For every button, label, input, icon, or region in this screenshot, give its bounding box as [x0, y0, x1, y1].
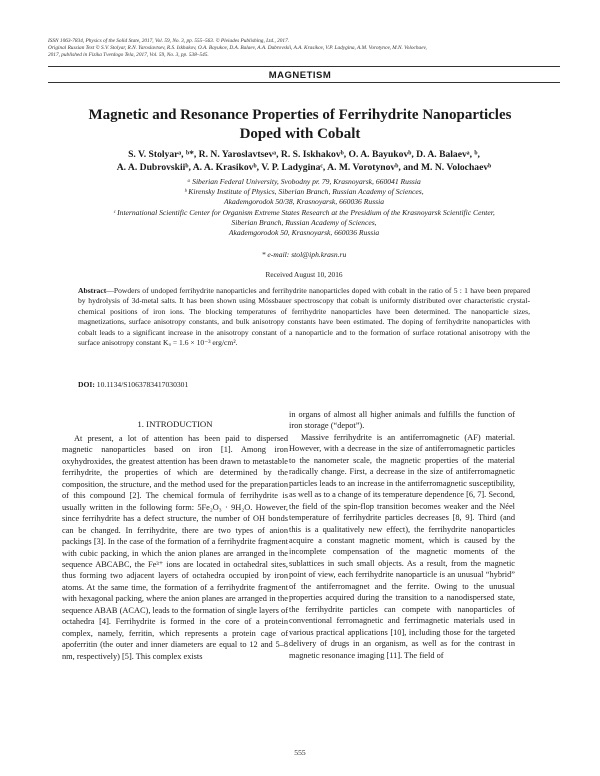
- doi-label: DOI:: [78, 380, 95, 389]
- author-line-1: S. V. Stolyarᵃ, ᵇ*, R. N. Yaroslavtsevᵃ, R. S. Iskhakovᵇ, O. A. Bayukovᵇ, D. A. Balaevᵃ, ᵇ,: [128, 149, 480, 160]
- paper-title-line-1: Magnetic and Resonance Properties of Ferrihydrite Nanoparticles: [88, 107, 512, 123]
- intro-paragraph-2: Massive ferrihydrite is an antiferromagnetic (AF) material. However, with a decrease in the size of antiferromagnetic particles to the nanometer scale, the magnetic properties of the material radically change. First, a decrease in the size of antiferromagnetic particles leads to an increase in the antiferromagnetic susceptibility, as well as to a change of its temperature dependence [6, 7]. Second, the field of the spin-flop transition becomes weaker and the Néel temperature of ferrihydrite particles decreases [8, 9]. Third (and this is a qualitatively new effect), the ferrihydrite nanoparticles acquire a constant magnetic moment, which is caused by the incomplete compensation of the magnetic moments of the sublattices in such small objects. As a result, from the magnetic point of view, each ferrihydrite nanoparticle is an unusual “hybrid” of the antiferromagnet and the ferrite. Owing to the unusual properties acquired during the transition to a nanodispersed state, the ferrihydrite particles can compete with nanoparticles of conventional ferromagnetic and ferrimagnetic materials used in various practical applications [10], including those for the targeted delivery of drugs in an organism, as well as for the contrast in magnetic resonance imaging [11]. The field of: [289, 432, 515, 660]
- section-label: MAGNETISM: [268, 70, 332, 81]
- journal-header-line-1: ISSN 1063-7834, Physics of the Solid State, 2017, Vol. 59, No. 3, pp. 555–563. © Pleiades Publishing, Ltd., 2017.: [48, 38, 290, 44]
- affiliation-c-line-2: Siberian Branch, Russian Academy of Sciences,: [231, 218, 377, 227]
- author-list: [48, 148, 560, 174]
- author-line-2: A. A. Dubrovskiiᵇ, A. A. Krasikovᵇ, V. P. Ladyginaᶜ, A. M. Vorotynovᵇ, and M. N. Volochaevᵇ: [116, 162, 492, 173]
- journal-header-line-3: 2017, published in Fizika Tverdogo Tela, 2017, Vol. 59, No. 3, pp. 538–545.: [48, 52, 209, 58]
- doi: [78, 380, 188, 389]
- affiliation-c-line-3: Akademgorodok 50, Krasnoyarsk, 660036 Russia: [228, 228, 380, 237]
- header-rule-bottom: [48, 82, 560, 83]
- paper-title: [60, 106, 540, 144]
- intro-paragraph-1: At present, a lot of attention has been paid to dispersed magnetic nanoparticles based on iron [1]. Among iron oxyhydroxides, the greatest attention has been drawn to metastable ferrihydrite, the properties of which are determined by the composition, the structure, and the method used for the preparation of this compound [2]. The chemical formula of ferrihydrite is usually written in the following form: 5Fe₂O₃ · 9H₂O. However, since ferrihydrite has a defect structure, the number of OH bonds can be changed. In ferrihydrite, there are two types of anion packings [3]. In the case of the formation of a ferrihydrite fragment with cubic packing, in which the anion planes are arranged in the sequence ABCABC, the Fe³⁺ ions are located in octahedral sites, thus forming two adjacent layers of octahedra occupied by iron atoms. At the same time, the formation of a ferrihydrite fragment with hexagonal packing, where the anion planes are arranged in the sequence ABAB (ACAC), leads to the formation of single layers of octahedra [4]. Ferrihydrite is formed in the core of a protein complex, namely, ferritin, which represents a protein cage of apoferritin (the outer and inner diameters are equal to 12 and 5–8 nm, respectively) [5]. This complex exists: [62, 434, 288, 661]
- affiliation-b: [48, 187, 560, 207]
- section-heading-introduction: 1. INTRODUCTION: [137, 419, 213, 429]
- contact-email: * e-mail: stol@iph.krasn.ru: [261, 250, 347, 259]
- right-column: [289, 409, 515, 661]
- journal-header: [48, 38, 568, 59]
- received-date: Received August 10, 2016: [265, 270, 343, 279]
- affiliation-b-line-1: ᵇ Kirensky Institute of Physics, Siberian Branch, Russian Academy of Sciences,: [184, 187, 424, 196]
- abstract-text: —Powders of undoped ferrihydrite nanoparticles and ferrihydrite nanoparticles doped with cobalt in the ratio of 5 : 1 have been prepared by hydrolysis of 3d-metal salts. It has been shown using Mössbauer spectroscopy that cobalt is uniformly distributed over characteristic crystal-chemical positions of iron ions. The blocking temperatures of ferrihydrite nanoparticles have been determined. The nanoparticle sizes, magnetizations, surface anisotropy constants, and bulk anisotropy constants have been estimated. The doping of ferrihydrite nanoparticles with cobalt leads to a significant increase in the anisotropy constant of a nanoparticle and to the formation of surface rotational anisotropy with the surface anisotropy constant Kᵤ = 1.6 × 10⁻³ erg/cm².: [78, 286, 530, 348]
- abstract: [78, 286, 530, 348]
- affiliation-b-line-2: Akademgorodok 50/38, Krasnoyarsk, 660036 Russia: [223, 197, 385, 206]
- journal-header-line-2: Original Russian Text © S.V. Stolyar, R.N. Yaroslavtsev, R.S. Iskhakov, O.A. Bayukov, D.A. Balaev, A.A. Dubrovskii, A.A. Krasikov, V.P. Ladygina, A.M. Vorotynov, M.N. Volochaev,: [48, 45, 427, 51]
- affiliation-c-line-1: ᶜ International Scientific Center for Organism Extreme States Research at the Presidium of the Krasnoyarsk Scientific Center,: [113, 208, 495, 217]
- header-rule-top: [48, 66, 560, 67]
- page-number: 555: [294, 748, 306, 757]
- abstract-label: Abstract: [78, 286, 107, 295]
- left-column: [62, 433, 288, 662]
- affiliation-a: ᵃ Siberian Federal University, Svobodny pr. 79, Krasnoyarsk, 660041 Russia: [187, 177, 421, 186]
- intro-paragraph-continued: in organs of almost all higher animals and fulfills the function of iron storage (“depot”).: [289, 410, 515, 431]
- doi-value: 10.1134/S1063783417030301: [96, 380, 189, 389]
- paper-title-line-2: Doped with Cobalt: [239, 126, 361, 142]
- affiliation-c: [48, 208, 560, 238]
